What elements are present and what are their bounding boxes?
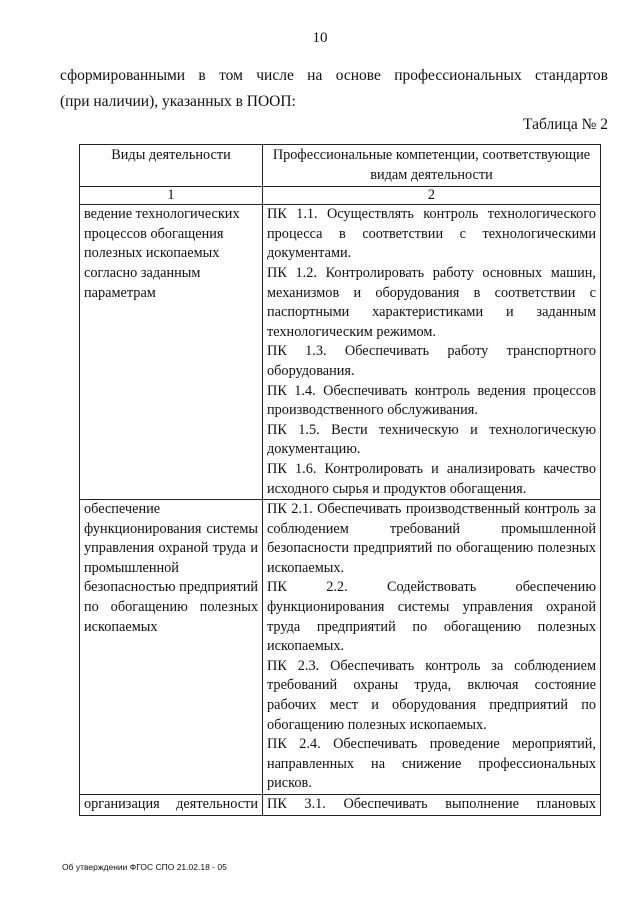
activity-cell: организация деятельности xyxy=(80,795,263,816)
competency-item: ПК 1.2. Контролировать работу основных машин, механизмов и оборудования в соответствии с паспортными характеристиками и заданным технологическим режимом. xyxy=(267,264,596,340)
intro-line-2: (при наличии), указанных в ПООП: xyxy=(60,93,296,110)
intro-line-1: сформированными в том числе на основе профессиональных стандартов xyxy=(60,67,608,84)
column-number-row xyxy=(80,187,601,205)
page-number: 10 xyxy=(312,30,328,46)
activity-cell: ведение технологических процессов обогащения полезных ископаемых согласно заданным параметрам xyxy=(80,205,263,500)
competency-item: ПК 1.5. Вести техническую и технологическую документацию. xyxy=(267,421,596,458)
column-number-2: 2 xyxy=(263,187,601,205)
table-row xyxy=(80,795,601,816)
competency-item: ПК 3.1. Обеспечивать выполнение плановых xyxy=(267,796,596,812)
competencies-cell xyxy=(263,795,601,816)
competency-item: ПК 1.3. Обеспечивать работу транспортного оборудования. xyxy=(267,343,596,379)
table-row xyxy=(80,500,601,795)
competencies-cell xyxy=(263,205,601,500)
table-row xyxy=(80,205,601,500)
competency-item: ПК 1.4. Обеспечивать контроль ведения процессов производственного обслуживания. xyxy=(267,382,596,419)
competency-item: ПК 2.3. Обеспечивать контроль за соблюдением требований охраны труда, включая состояние рабочих мест и оборудования предприятий по обогащению полезных ископаемых. xyxy=(267,657,596,733)
header-competencies: Профессиональные компетенции, соответствующие видам деятельности xyxy=(263,145,601,187)
column-number-1: 1 xyxy=(80,187,263,205)
competency-item: ПК 2.2. Содействовать обеспечению функционирования системы управления охраной труда предприятий по обогащению полезных ископаемых. xyxy=(267,579,596,655)
footer-note: Об утверждении ФГОС СПО 21.02.18 - 05 xyxy=(62,862,227,872)
activity-cell: обеспечение функционирования системы управления охраной труда и промышленной безопасностью предприятий по обогащению полезных ископаемых xyxy=(80,500,263,795)
competency-item: ПК 1.1. Осуществлять контроль технологического процесса в соответствии с технологическими документами. xyxy=(267,206,596,262)
competency-item: ПК 2.4. Обеспечивать проведение мероприятий, направленных на снижение профессиональных рисков. xyxy=(267,736,596,792)
competencies-cell xyxy=(263,500,601,795)
table-caption: Таблица № 2 xyxy=(523,116,608,133)
header-activity: Виды деятельности xyxy=(80,145,263,187)
intro-paragraph xyxy=(60,63,608,115)
competency-item: ПК 2.1. Обеспечивать производственный контроль за соблюдением требований промышленной безопасности предприятий по обогащению полезных ископаемых. xyxy=(267,501,596,576)
competencies-table xyxy=(79,144,601,816)
competency-item: ПК 1.6. Контролировать и анализировать качество исходного сырья и продуктов обогащения. xyxy=(267,460,596,497)
table-header-row xyxy=(80,145,601,187)
